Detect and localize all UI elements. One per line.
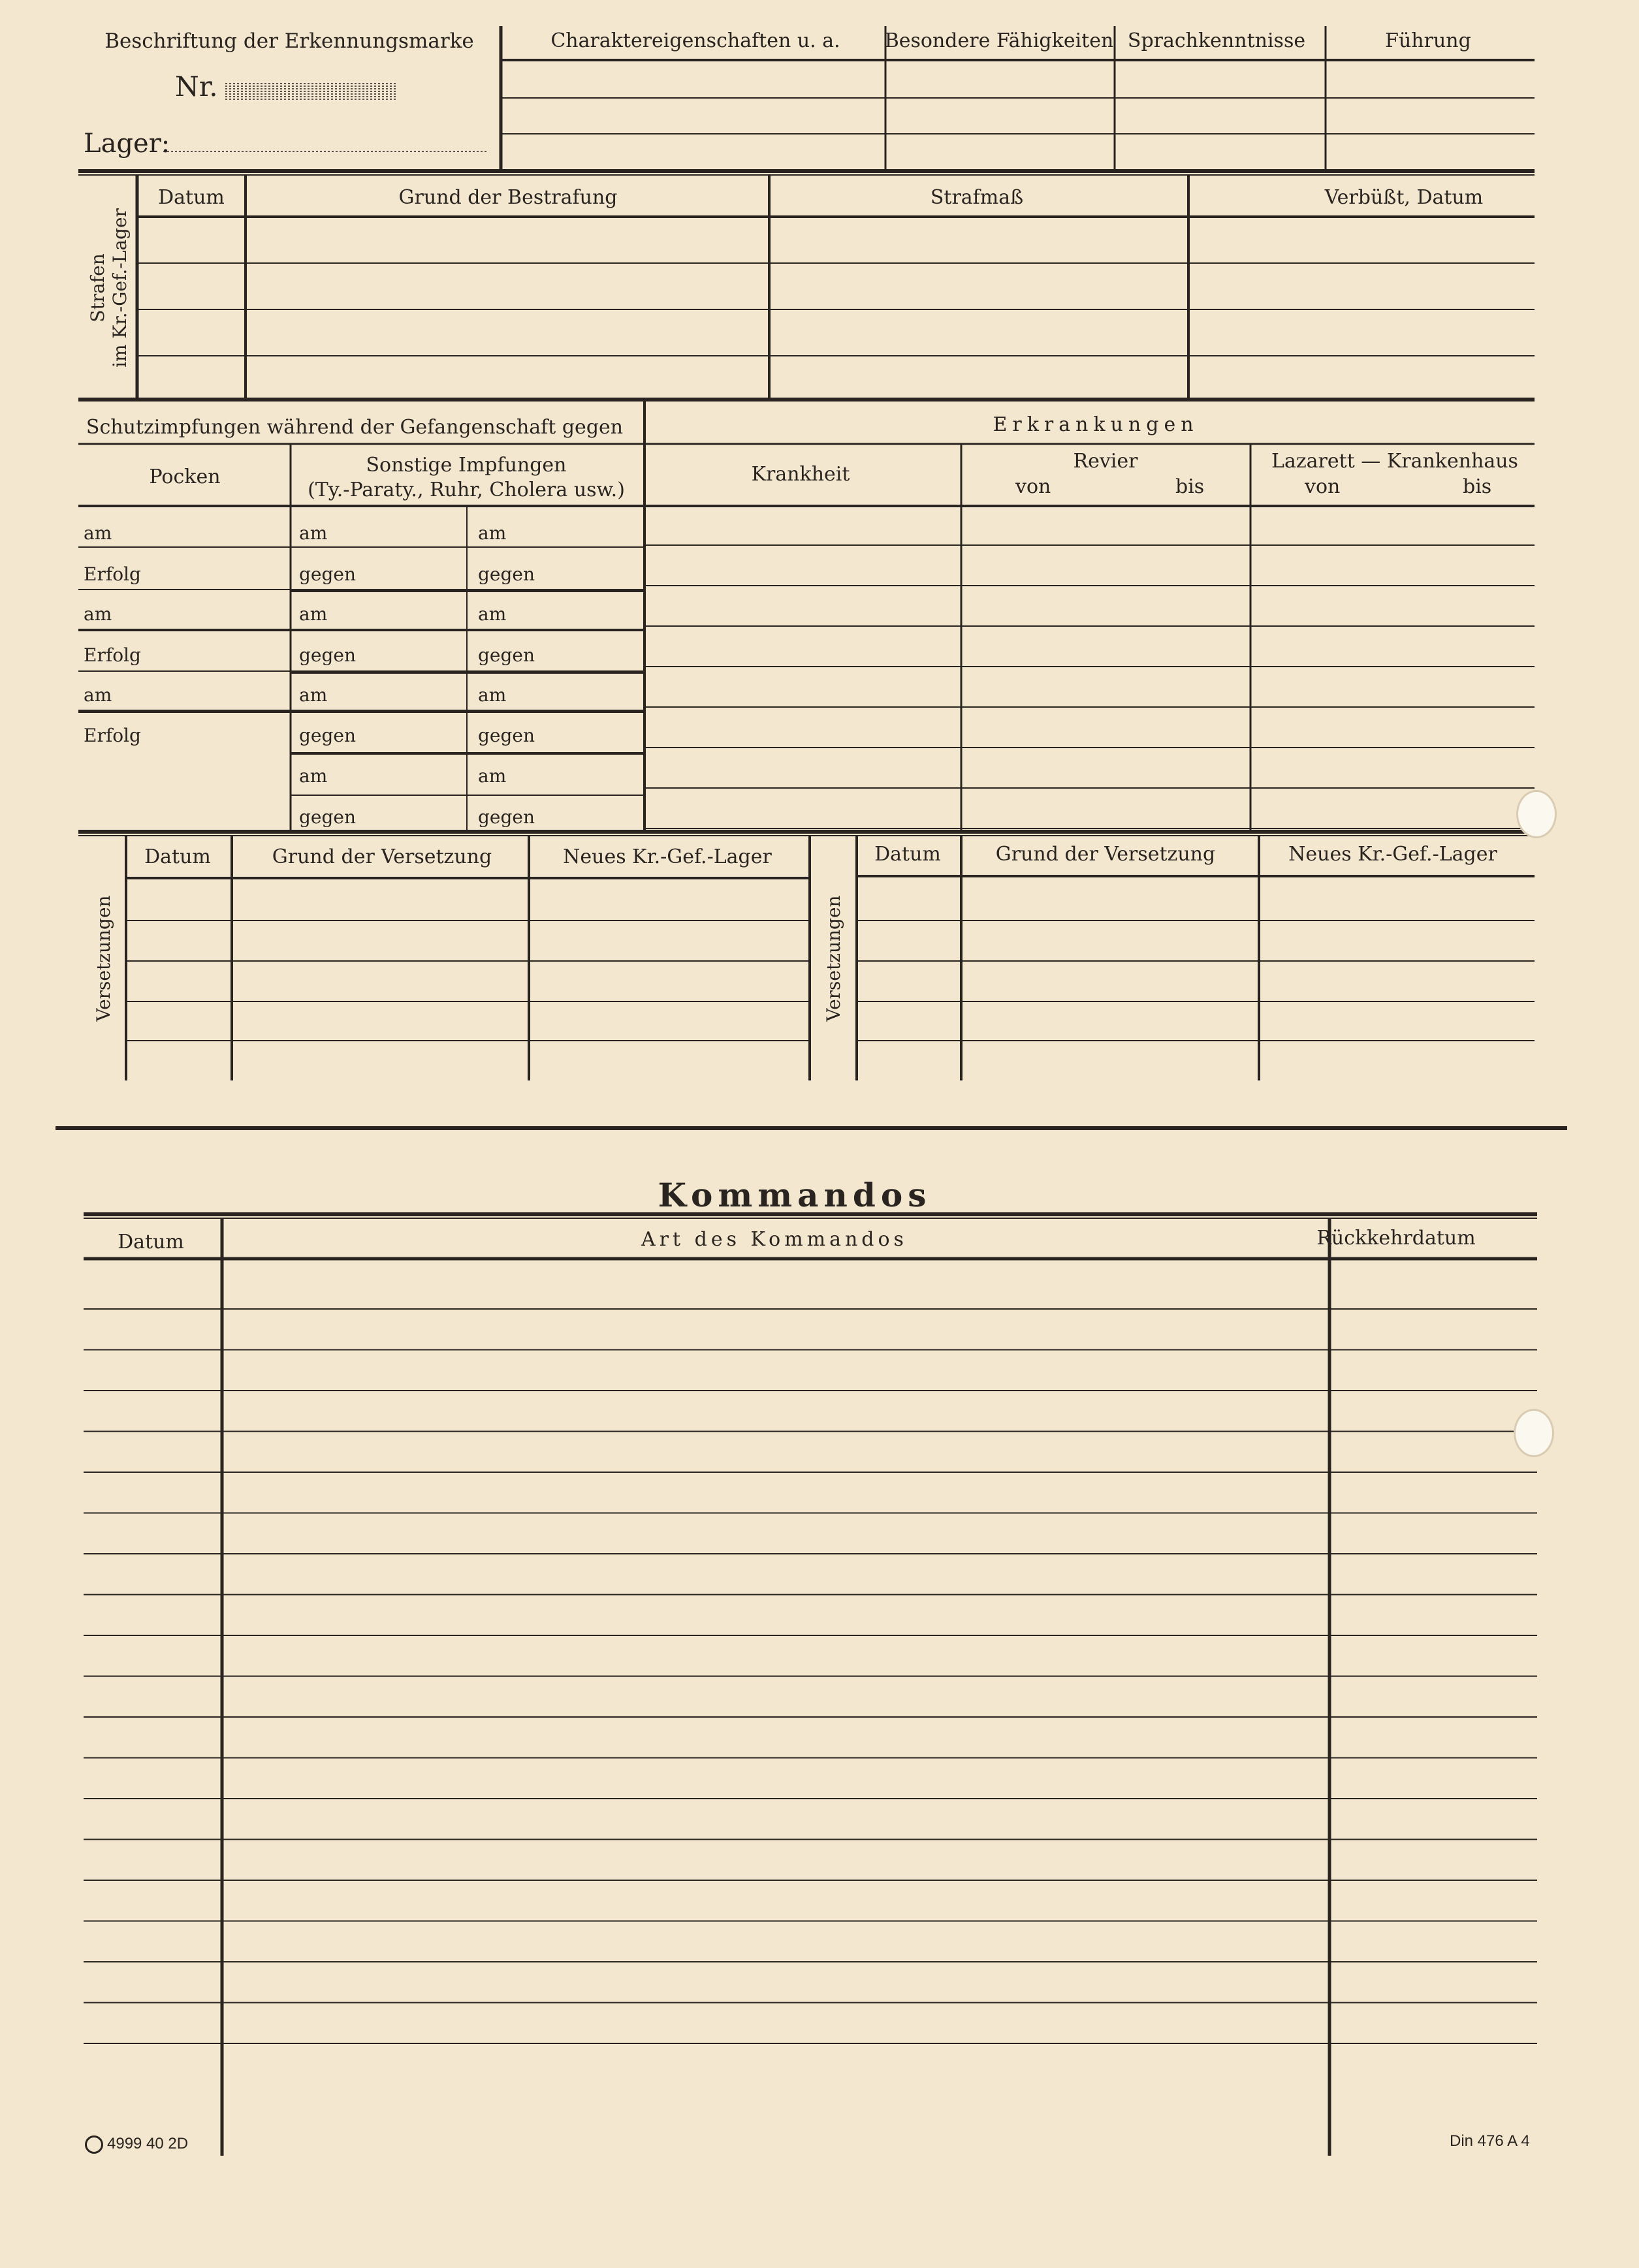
impf-left-cell: am — [84, 603, 112, 625]
impf-right-cell: am — [478, 522, 507, 544]
print-code: 4999 40 2D — [107, 2135, 189, 2152]
revier-bis: bis — [1175, 475, 1205, 498]
header-faehigkeiten: Besondere Fähigkeiten — [884, 29, 1114, 52]
nr-label: Nr. — [175, 71, 218, 102]
impf-mid-cell: gegen — [299, 725, 357, 746]
impf-right-cell: am — [478, 684, 507, 706]
impf-title: Schutzimpfungen während der Gefangenschaft gegen — [86, 416, 624, 439]
impf-left-cell: Erfolg — [84, 644, 141, 666]
strafen-header-grund: Grund der Bestrafung — [398, 186, 618, 209]
versetzungen-left-grund: Grund der Versetzung — [272, 845, 492, 868]
revier-von: von — [1015, 475, 1051, 498]
impf-right-cell: gegen — [478, 725, 535, 746]
lazarett-bis: bis — [1463, 475, 1492, 498]
erkrankungen-revier: Revier — [1073, 450, 1138, 473]
versetzungen-side-label-right: Versetzungen — [823, 895, 844, 1022]
strafen-header-verbuesst: Verbüßt, Datum — [1324, 186, 1484, 209]
lazarett-von: von — [1305, 475, 1341, 498]
impf-pocken: Pocken — [149, 465, 221, 488]
header-fuehrung: Führung — [1385, 29, 1471, 52]
kommandos-header-datum: Datum — [118, 1231, 184, 1253]
versetzungen-left-datum: Datum — [144, 845, 211, 868]
impf-right-cell: gegen — [478, 563, 535, 585]
impf-mid-cell: am — [299, 522, 328, 544]
marke-title: Beschriftung der Erkennungsmarke — [104, 29, 474, 53]
impf-right-cell: gegen — [478, 644, 535, 666]
punch-hole — [1514, 1409, 1554, 1457]
strafen-side-label-2: im Kr.-Gef.-Lager — [109, 208, 131, 368]
kommandos-title: Kommandos — [658, 1176, 932, 1214]
versetzungen-side-label-left: Versetzungen — [93, 895, 114, 1022]
impf-left-cell: Erfolg — [84, 563, 141, 585]
versetzungen-right-grund: Grund der Versetzung — [995, 843, 1216, 866]
impf-right-cell: am — [478, 603, 507, 625]
impf-sonstige: Sonstige Impfungen — [366, 454, 567, 477]
impf-mid-cell: gegen — [299, 563, 357, 585]
header-charakter: Charaktereigenschaften u. a. — [550, 29, 840, 52]
erkrankungen-krankheit: Krankheit — [751, 463, 850, 486]
versetzungen-right-lager: Neues Kr.-Gef.-Lager — [1288, 843, 1497, 866]
header-sprachkenntnisse: Sprachkenntnisse — [1127, 29, 1306, 52]
impf-sonstige-detail: (Ty.-Paraty., Ruhr, Cholera usw.) — [308, 479, 625, 501]
erkrankungen-title: Erkrankungen — [993, 413, 1199, 436]
impf-left-cell: am — [84, 684, 112, 706]
kommandos-header-rueckkehr: Rückkehrdatum — [1316, 1227, 1476, 1250]
lager-label: Lager: — [84, 129, 170, 159]
impf-mid-cell: gegen — [299, 806, 357, 828]
punch-hole — [1516, 790, 1557, 838]
impf-mid-cell: am — [299, 684, 328, 706]
versetzungen-left-lager: Neues Kr.-Gef.-Lager — [563, 845, 772, 868]
strafen-header-datum: Datum — [158, 186, 225, 209]
kommandos-header-art: Art des Kommandos — [641, 1228, 908, 1251]
erkrankungen-lazarett: Lazarett — Krankenhaus — [1271, 450, 1518, 473]
strafen-header-strafmass: Strafmaß — [930, 186, 1024, 209]
impf-left-cell: am — [84, 522, 112, 544]
din-label: Din 476 A 4 — [1450, 2132, 1530, 2150]
strafen-side-label: Strafen — [87, 253, 108, 323]
impf-left-cell: Erfolg — [84, 725, 141, 746]
versetzungen-right-datum: Datum — [874, 843, 941, 866]
impf-mid-cell: gegen — [299, 644, 357, 666]
impf-mid-cell: am — [299, 765, 328, 787]
impf-right-cell: gegen — [478, 806, 535, 828]
print-mark-icon — [85, 2135, 103, 2154]
impf-mid-cell: am — [299, 603, 328, 625]
impf-right-cell: am — [478, 765, 507, 787]
